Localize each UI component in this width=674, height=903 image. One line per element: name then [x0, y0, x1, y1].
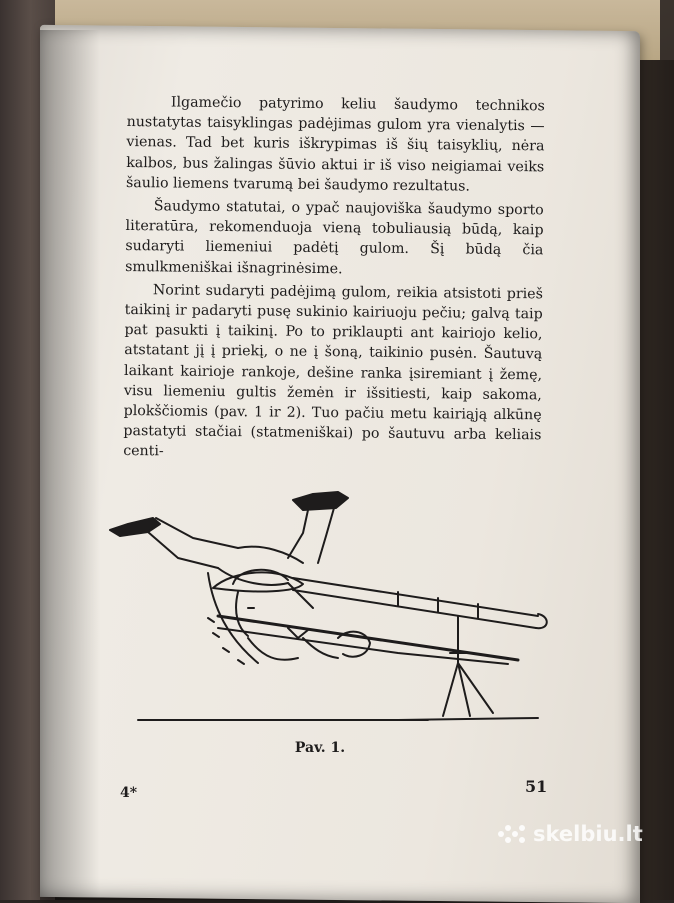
page-number: 51	[525, 777, 548, 796]
dots-logo-icon	[497, 823, 527, 845]
figure-caption: Pav. 1.	[294, 740, 346, 756]
page-gutter-shadow	[40, 30, 100, 900]
site-watermark	[497, 822, 643, 846]
page-body-text	[123, 92, 545, 466]
paragraph-1: Ilgamečio patyrimo keliu šaudymo technikos nustatytas taisyklingas padėjimas gulom yra vienalytis — vienas. Tad bet kuris iškrypimas iš šių taisyklių, nėra kalbos, bus žalingas šūvio aktui ir iš viso neigiamai veiks šaulio liemens tvarumą bei šaudymo rezultatus.	[125, 94, 545, 195]
paragraph-3: Norint sudaryti padėjimą gulom, reikia atsistoti prieš taikinį ir padaryti pusę sukinio kairiuoju pečiu; galvą taip pat pasukti į taikinį. Po to priklaupti ant kairiojo kelio, atstatant jį į priekį, o ne į šoną, taikinio pusėn. Šautuvą laikant kairioje rankoje, dešine ranka įsiremiant į žemę, visu liemeniu gultis žemėn ir išsitiesti, kaip sakoma, plokščiomis (pav. 1 ir 2). Tuo pačiu metu kairiąją alkūnę pastatyti stačiai (statmeniškai) po šautuvu arba keliais centi-	[123, 282, 543, 460]
prone-rifleman-illustration	[98, 488, 578, 733]
signature-mark: 4*	[120, 785, 138, 801]
watermark-text: skelbiu.lt	[533, 822, 643, 846]
paragraph-2: Šaudymo statutai, o ypač naujoviška šaudymo sporto literatūra, rekomenduoja vieną tobuliausią būdą, kaip sudaryti liemeniui padėtį gulom. Šį būdą čia smulkmeniškai išnagrinėsime.	[125, 198, 544, 277]
